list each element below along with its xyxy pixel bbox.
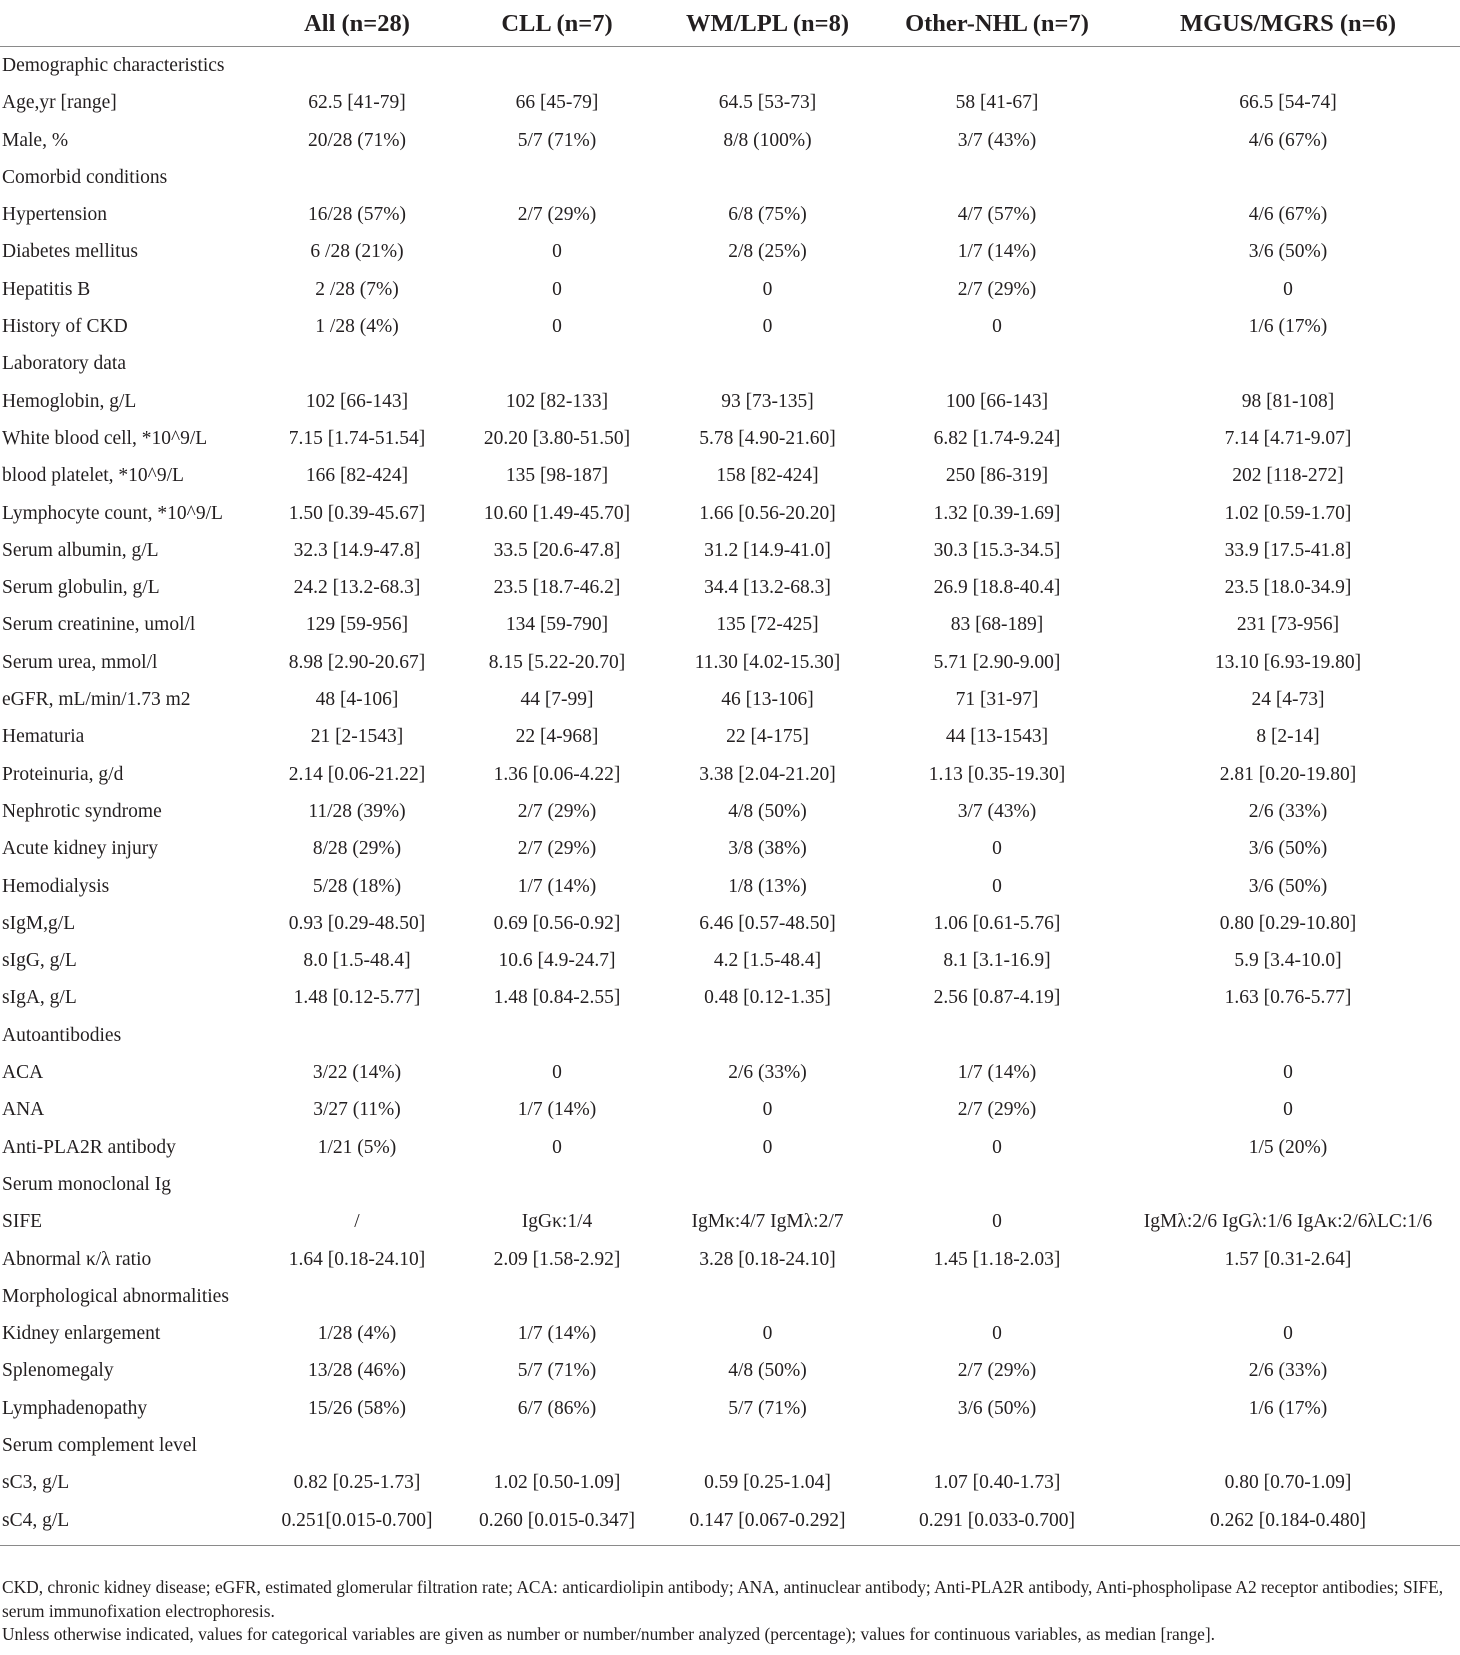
table-cell: 11.30 [4.02-15.30] — [694, 651, 841, 673]
row-label: Serum globulin, g/L — [2, 577, 160, 599]
row-label: White blood cell, *10^9/L — [2, 427, 208, 449]
table-cell: 0.147 [0.067-0.292] — [657, 1502, 878, 1546]
table-cell: 66.5 [54-74] — [1239, 92, 1337, 114]
section-heading: Comorbid conditions — [2, 166, 168, 188]
table-cell: 102 [66-143] — [305, 390, 409, 412]
table-cell: 0.48 [0.12-1.35] — [704, 987, 831, 1009]
table-cell — [657, 159, 878, 196]
table-cell: 3.28 [0.18-24.10] — [699, 1248, 836, 1270]
table-cell: 46 [13-106] — [721, 689, 814, 711]
table-cell: 1.02 [0.50-1.09] — [493, 1472, 621, 1494]
row-label: sIgM,g/L — [2, 912, 76, 934]
table-row — [0, 756, 1460, 793]
table-row — [0, 1129, 1460, 1166]
table-cell — [1116, 1017, 1460, 1054]
table-cell: 0.80 [0.29-10.80] — [1219, 912, 1357, 934]
table-cell — [257, 1017, 457, 1054]
table-cell: 1.64 [0.18-24.10] — [288, 1248, 426, 1270]
table-cell: 8.15 [5.22-20.70] — [488, 651, 626, 673]
table-cell: 1.48 [0.84-2.55] — [493, 987, 621, 1009]
section-row — [0, 1427, 1460, 1464]
table-cell: 7.15 [1.74-51.54] — [288, 427, 426, 449]
table-row — [0, 905, 1460, 942]
table-row — [0, 1464, 1460, 1501]
table-cell: 4/8 (50%) — [728, 1360, 807, 1382]
row-label: Hematuria — [2, 726, 85, 748]
table-cell: 135 [72-425] — [716, 614, 819, 636]
table-cell: 3/6 (50%) — [1248, 875, 1328, 897]
table-cell — [878, 1278, 1116, 1315]
table-cell: 6/7 (86%) — [517, 1397, 597, 1419]
table-cell: 0 — [762, 316, 773, 338]
table-cell — [657, 1427, 878, 1464]
table-cell — [657, 47, 878, 85]
table-cell — [1116, 345, 1460, 382]
table-cell: 3/6 (50%) — [957, 1397, 1037, 1419]
table-cell — [257, 1278, 457, 1315]
row-label: sIgG, g/L — [2, 950, 77, 972]
table-cell: 24 [4-73] — [1251, 689, 1325, 711]
table-cell: 1/7 (14%) — [517, 875, 597, 897]
table-footnotes — [2, 1576, 1458, 1647]
table-cell: 134 [59-790] — [505, 614, 609, 636]
table-cell — [657, 1278, 878, 1315]
table-cell: 3/22 (14%) — [312, 1062, 402, 1084]
table-cell — [878, 47, 1116, 85]
table-cell: 2.14 [0.06-21.22] — [288, 763, 426, 785]
table-cell: 23.5 [18.0-34.9] — [1224, 577, 1352, 599]
table-cell: 22 [4-175] — [726, 726, 809, 748]
table-cell: IgMκ:4/7 IgMλ:2/7 — [691, 1211, 844, 1233]
table-cell: 1.32 [0.39-1.69] — [933, 502, 1061, 524]
table-cell — [878, 1427, 1116, 1464]
table-cell: 13.10 [6.93-19.80] — [1214, 651, 1362, 673]
table-cell — [457, 47, 657, 85]
table-body — [0, 47, 1460, 1546]
table-cell: 166 [82-424] — [305, 465, 409, 487]
table-cell — [1116, 1427, 1460, 1464]
table-cell: 0 — [1283, 1099, 1293, 1121]
table-cell: 0.80 [0.70-1.09] — [1224, 1472, 1352, 1494]
table-cell: 71 [31-97] — [955, 689, 1039, 711]
table-cell: 0 — [992, 1136, 1002, 1158]
table-cell: 2/7 (29%) — [517, 838, 597, 860]
section-row — [0, 345, 1460, 382]
table-cell: IgMλ:2/6 IgGλ:1/6 IgAκ:2/6λLC:1/6 — [1143, 1211, 1433, 1233]
table-cell: 5/7 (71%) — [517, 129, 597, 151]
row-label: Hepatitis B — [2, 278, 91, 300]
table-cell: 5.71 [2.90-9.00] — [933, 651, 1061, 673]
section-heading: Morphological abnormalities — [2, 1285, 229, 1307]
table-cell: 6/8 (75%) — [728, 204, 807, 226]
table-row — [0, 196, 1460, 233]
table-cell — [878, 345, 1116, 382]
table-cell — [257, 1427, 457, 1464]
table-row — [0, 457, 1460, 494]
table-row — [0, 681, 1460, 718]
table-row — [0, 830, 1460, 867]
table-cell: 64.5 [53-73] — [718, 92, 817, 114]
table-cell: 1.06 [0.61-5.76] — [933, 912, 1061, 934]
table-cell: 4/7 (57%) — [957, 204, 1037, 226]
table-cell: 7.14 [4.71-9.07] — [1224, 427, 1352, 449]
table-cell: 0.69 [0.56-0.92] — [493, 912, 621, 934]
table-cell: 5/7 (71%) — [517, 1360, 597, 1382]
table-row — [0, 942, 1460, 979]
table-cell: 0.260 [0.015-0.347] — [457, 1502, 657, 1546]
table-cell — [457, 159, 657, 196]
table-cell: 0.251[0.015-0.700] — [257, 1502, 457, 1546]
table-cell: 48 [4-106] — [315, 689, 399, 711]
table-cell: 26.9 [18.8-40.4] — [933, 577, 1061, 599]
table-cell: 6.46 [0.57-48.50] — [699, 912, 836, 934]
table-cell: 0 — [552, 316, 562, 338]
row-label: Nephrotic syndrome — [2, 800, 162, 822]
table-cell: 10.60 [1.49-45.70] — [483, 502, 631, 524]
row-label: eGFR, mL/min/1.73 m2 — [2, 689, 191, 711]
table-row — [0, 532, 1460, 569]
table-row — [0, 1502, 1460, 1546]
table-row — [0, 1352, 1460, 1389]
table-row — [0, 1315, 1460, 1352]
table-cell: 0.59 [0.25-1.04] — [704, 1472, 831, 1494]
row-label: Hypertension — [2, 204, 108, 226]
table-cell — [657, 1166, 878, 1203]
table-cell: 21 [2-1543] — [310, 726, 404, 748]
footnote-note: Unless otherwise indicated, values for categorical variables are given as number or number/number analyzed (percentage); values for continuous variables, as median [range]. — [2, 1624, 1215, 1644]
table-cell — [878, 1017, 1116, 1054]
table-cell — [457, 1278, 657, 1315]
table-cell: 8.98 [2.90-20.67] — [288, 651, 426, 673]
table-cell: 1/6 (17%) — [1248, 316, 1328, 338]
row-label: sIgA, g/L — [2, 987, 77, 1009]
table-cell: 11/28 (39%) — [308, 800, 406, 822]
table-cell — [1116, 47, 1460, 85]
table-header — [0, 0, 1460, 47]
table-cell: 33.9 [17.5-41.8] — [1224, 539, 1352, 561]
table-cell: 2.09 [1.58-2.92] — [493, 1248, 621, 1270]
row-label: Serum creatinine, umol/l — [2, 614, 196, 636]
section-row — [0, 1278, 1460, 1315]
section-heading: Serum complement level — [2, 1434, 197, 1456]
section-row — [0, 47, 1460, 85]
table-cell: 16/28 (57%) — [307, 204, 407, 226]
table-cell: 24.2 [13.2-68.3] — [293, 577, 421, 599]
table-row — [0, 868, 1460, 905]
table-cell: 0 — [762, 278, 773, 300]
table-cell: 5/7 (71%) — [728, 1397, 807, 1419]
footnote-abbreviations: CKD, chronic kidney disease; eGFR, estimated glomerular filtration rate; ACA: anticardiolipin antibody; ANA, antinuclear antibody; Anti-PLA2R antibody, Anti-phospholipase A2 receptor antibodies; SIFE, serum immunofixation electrophoresis. — [2, 1577, 1444, 1621]
table-cell: 22 [4-968] — [515, 726, 599, 748]
table-cell: 0 — [762, 1136, 773, 1158]
table-cell: 1/8 (13%) — [728, 875, 807, 897]
table-cell: 2 /28 (7%) — [315, 278, 399, 300]
table-cell: 1/7 (14%) — [517, 1099, 597, 1121]
table-cell: 135 [98-187] — [505, 465, 609, 487]
table-cell: 5/28 (18%) — [312, 875, 402, 897]
table-row — [0, 1241, 1460, 1278]
table-cell: 20/28 (71%) — [307, 129, 407, 151]
table-cell: 2/6 (33%) — [1248, 1360, 1328, 1382]
table-cell — [878, 1166, 1116, 1203]
table-cell: 250 [86-319] — [945, 465, 1049, 487]
table-cell: 3/7 (43%) — [957, 129, 1037, 151]
table-cell: 1/7 (14%) — [957, 1062, 1037, 1084]
table-cell — [457, 1427, 657, 1464]
table-cell: 62.5 [41-79] — [308, 92, 406, 114]
table-cell: 4/6 (67%) — [1248, 204, 1328, 226]
table-cell: 1.66 [0.56-20.20] — [699, 502, 836, 524]
table-cell: 231 [73-956] — [1236, 614, 1340, 636]
table-cell — [457, 1017, 657, 1054]
table-cell: 1.13 [0.35-19.30] — [928, 763, 1066, 785]
table-cell: 8/8 (100%) — [723, 129, 812, 151]
table-cell: 0 — [552, 241, 562, 263]
table-cell: 0 — [992, 1211, 1002, 1233]
table-cell: 33.5 [20.6-47.8] — [493, 539, 621, 561]
section-heading: Demographic characteristics — [2, 55, 225, 76]
table-cell: 1/5 (20%) — [1248, 1136, 1328, 1158]
table-cell: 6 /28 (21%) — [310, 241, 404, 263]
row-label: Anti-PLA2R antibody — [2, 1136, 176, 1158]
row-label: Abnormal κ/λ ratio — [2, 1248, 152, 1270]
table-cell: / — [354, 1211, 360, 1233]
table-cell — [657, 1017, 878, 1054]
table-row — [0, 1091, 1460, 1128]
table-cell: 1.36 [0.06-4.22] — [493, 763, 621, 785]
table-cell: 0 — [992, 1323, 1002, 1345]
table-cell: 0 — [992, 875, 1002, 897]
table-cell: 10.6 [4.9-24.7] — [498, 950, 616, 972]
table-row — [0, 644, 1460, 681]
table-cell: 8.1 [3.1-16.9] — [943, 950, 1051, 972]
table-cell: 1.57 [0.31-2.64] — [1224, 1248, 1352, 1270]
table-cell: 2.56 [0.87-4.19] — [933, 987, 1061, 1009]
section-row — [0, 1166, 1460, 1203]
table-cell: 0 — [762, 1323, 773, 1345]
table-cell — [457, 1166, 657, 1203]
table-cell: 1/28 (4%) — [317, 1323, 397, 1345]
row-label: Splenomegaly — [2, 1360, 114, 1382]
row-label: Serum albumin, g/L — [2, 539, 159, 561]
table-cell: 2/6 (33%) — [728, 1062, 807, 1084]
row-label: ANA — [2, 1099, 45, 1121]
table-cell: 4/6 (67%) — [1248, 129, 1328, 151]
section-heading: Autoantibodies — [2, 1024, 122, 1046]
table-row — [0, 271, 1460, 308]
table-cell: 83 [68-189] — [950, 614, 1044, 636]
table-row — [0, 569, 1460, 606]
row-label: Hemoglobin, g/L — [2, 390, 137, 412]
row-label: sC3, g/L — [2, 1472, 70, 1494]
section-row — [0, 1017, 1460, 1054]
table-cell: 0 — [1283, 1323, 1293, 1345]
row-label: Diabetes mellitus — [2, 241, 138, 263]
table-row — [0, 979, 1460, 1016]
row-label: blood platelet, *10^9/L — [2, 465, 184, 487]
table-cell: 44 [7-99] — [520, 689, 594, 711]
table-cell: 0 — [552, 278, 562, 300]
header-cell-label — [0, 0, 257, 47]
row-label: Serum urea, mmol/l — [2, 651, 158, 673]
table-cell — [257, 345, 457, 382]
table-cell: 3/27 (11%) — [313, 1099, 401, 1121]
table-cell: 8/28 (29%) — [312, 838, 402, 860]
table-row — [0, 1203, 1460, 1240]
table-cell: 1 /28 (4%) — [315, 316, 399, 338]
table-cell — [1116, 1278, 1460, 1315]
section-heading: Serum monoclonal Ig — [2, 1173, 171, 1195]
row-label: Lymphadenopathy — [2, 1397, 148, 1419]
row-label: Kidney enlargement — [2, 1323, 161, 1345]
table-cell: 0.93 [0.29-48.50] — [288, 912, 426, 934]
table-cell: 2/7 (29%) — [957, 1099, 1037, 1121]
header-cell-group-5: MGUS/MGRS (n=6) — [1116, 0, 1460, 47]
table-cell: 3/7 (43%) — [957, 800, 1037, 822]
table-cell: 3/6 (50%) — [1248, 838, 1328, 860]
row-label: History of CKD — [2, 316, 128, 338]
row-label: SIFE — [2, 1211, 43, 1233]
table-cell: 0 — [1283, 1062, 1293, 1084]
table-row — [0, 233, 1460, 270]
table-cell: 31.2 [14.9-41.0] — [704, 539, 831, 561]
row-label: sC4, g/L — [0, 1502, 257, 1546]
table-header-row — [0, 0, 1460, 47]
table-cell — [1116, 1166, 1460, 1203]
row-label: Acute kidney injury — [2, 838, 158, 860]
table-cell: IgGκ:1/4 — [521, 1211, 593, 1233]
table-cell: 23.5 [18.7-46.2] — [493, 577, 621, 599]
row-label: ACA — [2, 1062, 44, 1084]
table-cell: 8 [2-14] — [1256, 726, 1320, 748]
table-cell: 1/7 (14%) — [957, 241, 1037, 263]
table-row — [0, 383, 1460, 420]
table-cell: 2/8 (25%) — [728, 241, 807, 263]
header-cell-group-1: All (n=28) — [257, 0, 457, 47]
table-cell: 1.63 [0.76-5.77] — [1224, 987, 1352, 1009]
table-cell: 1.02 [0.59-1.70] — [1224, 502, 1352, 524]
table-row — [0, 122, 1460, 159]
table-cell — [257, 1166, 457, 1203]
table-cell: 2/6 (33%) — [1248, 800, 1328, 822]
table-cell: 5.9 [3.4-10.0] — [1234, 950, 1342, 972]
table-row — [0, 308, 1460, 345]
table-cell: 0 — [992, 838, 1002, 860]
row-label: Male, % — [2, 129, 69, 151]
table-row — [0, 606, 1460, 643]
table-cell: 5.78 [4.90-21.60] — [699, 427, 836, 449]
table-cell: 1.48 [0.12-5.77] — [293, 987, 421, 1009]
table-cell: 6.82 [1.74-9.24] — [933, 427, 1061, 449]
table-cell — [1116, 159, 1460, 196]
table-row — [0, 420, 1460, 457]
table-cell: 58 [41-67] — [955, 92, 1039, 114]
table-cell: 0 — [762, 1099, 773, 1121]
header-cell-group-4: Other-NHL (n=7) — [878, 0, 1116, 47]
table-cell: 30.3 [15.3-34.5] — [933, 539, 1061, 561]
row-label: Age,yr [range] — [2, 92, 117, 114]
table-cell: 0 — [992, 316, 1002, 338]
table-row — [0, 1054, 1460, 1091]
table-cell: 102 [82-133] — [505, 390, 609, 412]
table-cell: 2/7 (29%) — [957, 278, 1037, 300]
table-cell: 0 — [1283, 278, 1293, 300]
table-cell: 0 — [552, 1136, 562, 1158]
section-row — [0, 159, 1460, 196]
table-cell: 32.3 [14.9-47.8] — [293, 539, 421, 561]
table-row — [0, 495, 1460, 532]
table-cell — [257, 159, 457, 196]
table-cell: 20.20 [3.80-51.50] — [483, 427, 631, 449]
table-row — [0, 718, 1460, 755]
table-cell — [257, 47, 457, 85]
header-cell-group-3: WM/LPL (n=8) — [657, 0, 878, 47]
table-cell: 1.45 [1.18-2.03] — [933, 1248, 1061, 1270]
table-cell — [878, 159, 1116, 196]
table-cell: 0.262 [0.184-0.480] — [1116, 1502, 1460, 1546]
row-label: Proteinuria, g/d — [2, 763, 124, 785]
table-cell — [657, 345, 878, 382]
table-cell: 1/21 (5%) — [317, 1136, 397, 1158]
table-cell: 13/28 (46%) — [307, 1360, 407, 1382]
row-label: Lymphocyte count, *10^9/L — [2, 502, 223, 524]
table-cell: 129 [59-956] — [305, 614, 409, 636]
table-cell: 3.38 [2.04-21.20] — [699, 763, 836, 785]
table-cell: 2.81 [0.20-19.80] — [1219, 763, 1357, 785]
table-cell: 2/7 (29%) — [517, 204, 597, 226]
table-cell: 158 [82-424] — [716, 465, 819, 487]
row-label: Hemodialysis — [2, 875, 110, 897]
table-cell: 4.2 [1.5-48.4] — [713, 950, 822, 972]
table-cell: 1.07 [0.40-1.73] — [933, 1472, 1061, 1494]
table-cell: 3/8 (38%) — [728, 838, 807, 860]
table-cell: 2/7 (29%) — [517, 800, 597, 822]
table-cell: 100 [66-143] — [945, 390, 1049, 412]
table-cell: 0.291 [0.033-0.700] — [878, 1502, 1116, 1546]
table-cell: 98 [81-108] — [1241, 390, 1335, 412]
table-cell: 1.50 [0.39-45.67] — [288, 502, 426, 524]
table-cell: 66 [45-79] — [515, 92, 599, 114]
table-cell: 0 — [552, 1062, 562, 1084]
table-cell: 2/7 (29%) — [957, 1360, 1037, 1382]
table-cell: 34.4 [13.2-68.3] — [704, 577, 831, 599]
table-cell: 3/6 (50%) — [1248, 241, 1328, 263]
table-cell: 1/6 (17%) — [1248, 1397, 1328, 1419]
table-cell: 202 [118-272] — [1232, 465, 1344, 487]
table-cell — [457, 345, 657, 382]
table-cell: 0.82 [0.25-1.73] — [293, 1472, 421, 1494]
header-cell-group-2: CLL (n=7) — [457, 0, 657, 47]
table-cell: 15/26 (58%) — [307, 1397, 407, 1419]
table-row — [0, 1390, 1460, 1427]
section-heading: Laboratory data — [2, 353, 126, 375]
table-cell: 4/8 (50%) — [728, 800, 807, 822]
table-cell: 8.0 [1.5-48.4] — [303, 950, 411, 972]
table-row — [0, 84, 1460, 121]
table-cell: 44 [13-1543] — [945, 726, 1049, 748]
table-row — [0, 793, 1460, 830]
table-cell: 1/7 (14%) — [517, 1323, 597, 1345]
table-cell: 93 [73-135] — [721, 390, 814, 412]
